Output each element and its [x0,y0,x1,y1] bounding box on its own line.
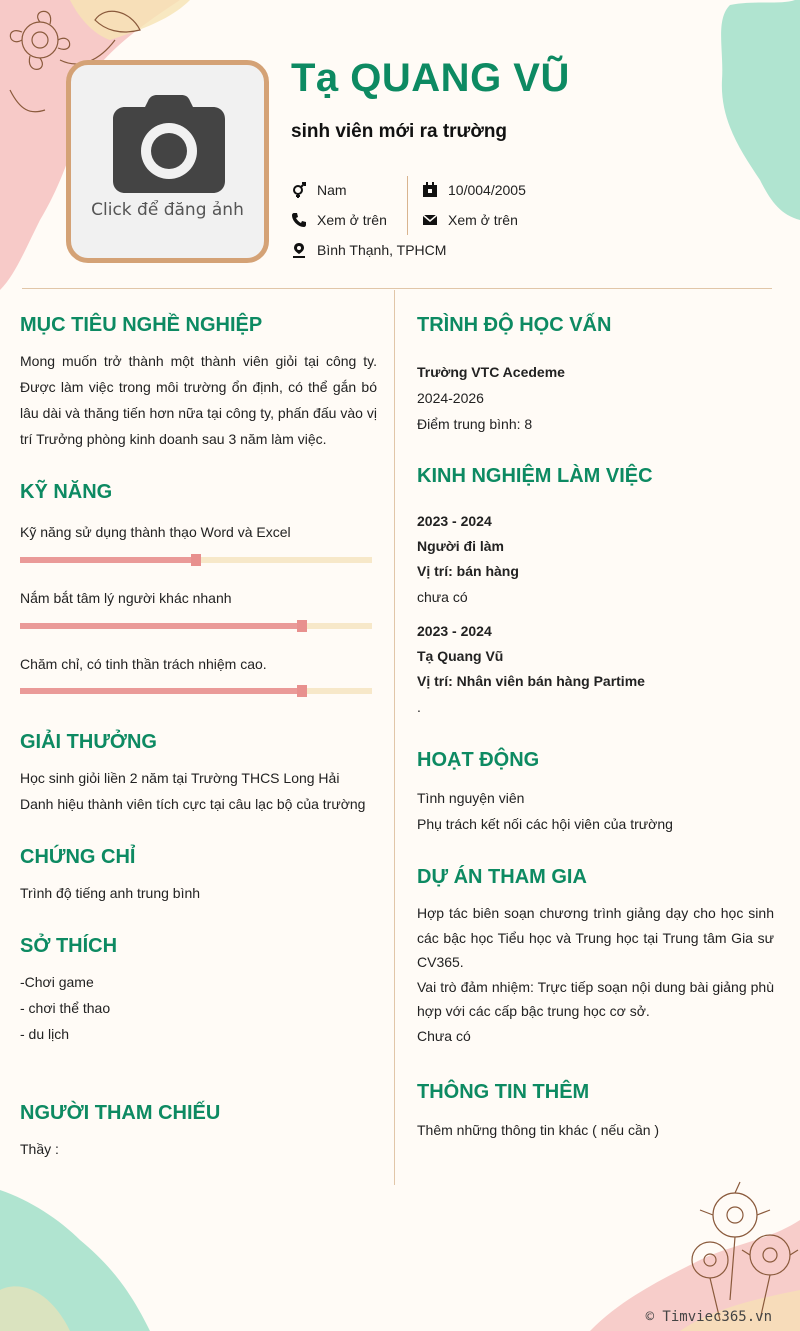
location-pin-icon [291,242,307,258]
education-heading: TRÌNH ĐỘ HỌC VẤN [417,314,612,336]
awards-heading: GIẢI THƯỞNG [20,731,157,753]
skill-level-knob [191,554,201,566]
hobbies-heading: SỞ THÍCH [20,935,118,957]
projects-text [417,901,774,1048]
projects-heading: DỰ ÁN THAM GIA [417,866,587,888]
contact-gender [291,182,347,198]
skills-heading: KỸ NĂNG [20,481,113,503]
activities-text [417,785,673,837]
contact-divider [407,176,408,235]
experience-heading: KINH NGHIỆM LÀM VIỆC [417,465,653,487]
skill-label: Nắm bắt tâm lý người khác nhanh [20,590,232,606]
additional-info-text [417,1117,659,1143]
hobby-line: - du lịch [20,1026,70,1042]
hobby-line: -Chơi game [20,974,94,990]
award-line: Học sinh giỏi liền 2 năm tại Trường THCS Long Hải [20,770,340,786]
contact-email [422,212,518,228]
hobby-line: - chơi thể thao [20,1000,111,1016]
additional-info-line: Thêm những thông tin khác ( nếu cần ) [417,1122,660,1138]
education-years: 2024-2026 [417,390,484,406]
watercolor-top-right-decoration [710,0,800,230]
skill-level-knob [297,620,307,632]
phone-icon [291,212,307,228]
project-line: Vai trò đảm nhiệm: Trực tiếp soạn nội dung bài giảng phù [417,978,774,995]
award-line: Danh hiệu thành viên tích cực tại câu lạc bộ của trường [20,796,366,812]
objective-line: Được làm việc trong môi trường ổn định, có thể gắn bó [20,379,377,395]
project-line: Hợp tác biên soạn chương trình giảng dạy cho học sinh [417,905,774,921]
column-divider [394,290,395,1185]
objective-line: Mong muốn trở thành một thành viên giỏi tại công ty. [20,353,377,369]
contact-address [291,242,446,258]
project-line: các bậc học Tiểu học và Trung học tại Trung tâm Gia sư [417,929,774,946]
camera-icon [113,95,225,193]
certificate-line: Trình độ tiếng anh trung bình [20,885,201,901]
gender-icon [291,182,307,198]
skill-label: Kỹ năng sử dụng thành thạo Word và Excel [20,524,291,540]
experience-item [417,509,519,611]
references-heading: NGƯỜI THAM CHIẾU [20,1102,221,1124]
experience-description: . [417,699,421,715]
reference-line: Thầy : [20,1141,59,1157]
skill-level-bar [20,557,372,563]
calendar-icon [422,182,438,198]
header-divider [22,288,772,289]
experience-position: Vị trí: bán hàng [417,563,519,579]
experience-period: 2023 - 2024 [417,623,492,639]
skill-level-fill [20,623,302,629]
experience-company: Tạ Quang Vũ [417,648,504,664]
education-text [417,359,565,437]
activities-heading: HOẠT ĐỘNG [417,749,540,771]
experience-description: chưa có [417,589,468,605]
references-text [20,1136,59,1162]
awards-text [20,765,365,817]
objective-heading: MỤC TIÊU NGHỀ NGHIỆP [20,314,263,336]
additional-info-heading: THÔNG TIN THÊM [417,1081,590,1103]
hobbies-text [20,969,110,1047]
experience-period: 2023 - 2024 [417,513,492,529]
photo-upload-label[interactable]: Click để đăng ảnh [91,200,244,220]
gender-value: Nam [317,182,347,198]
skill-level-fill [20,688,302,694]
objective-line: trí Trưởng phòng kinh doanh sau 3 năm làm việc. [20,431,327,447]
certificates-heading: CHỨNG CHỈ [20,846,136,868]
profile-photo-upload[interactable] [66,60,269,263]
education-school: Trường VTC Acedeme [417,364,565,380]
copyright-text: © Timviec365.vn [645,1309,772,1325]
activity-line: Phụ trách kết nối các hội viên của trường [417,816,673,832]
envelope-icon [422,212,438,228]
project-line: hợp với các cấp bậc trung học cơ sở. [417,1003,650,1019]
watercolor-bottom-left-decoration [0,1190,200,1331]
education-gpa: Điểm trung bình: 8 [417,416,533,432]
contact-phone [291,212,387,228]
experience-item [417,619,645,721]
contact-birthday [422,182,526,198]
objective-line: lâu dài và thăng tiến hơn nữa tại công ty, phấn đấu vào vị [20,405,377,421]
skill-level-bar [20,623,372,629]
objective-text [20,348,377,452]
skill-level-knob [297,685,307,697]
address-value: Bình Thạnh, TPHCM [317,242,447,258]
birthday-value: 10/004/2005 [448,182,526,198]
project-line: Chưa có [417,1027,471,1044]
experience-company: Người đi làm [417,538,504,554]
email-value: Xem ở trên [448,212,518,228]
phone-value: Xem ở trên [317,212,387,228]
experience-position: Vị trí: Nhân viên bán hàng Partime [417,673,645,689]
activity-line: Tình nguyện viên [417,790,525,806]
candidate-name: Tạ QUANG VŨ [291,56,570,100]
project-line: CV365. [417,954,464,970]
skill-label: Chăm chỉ, có tinh thần trách nhiệm cao. [20,656,267,672]
certificates-text [20,880,200,906]
candidate-job-title: sinh viên mới ra trường [291,121,508,142]
skill-level-fill [20,557,196,563]
skill-level-bar [20,688,372,694]
